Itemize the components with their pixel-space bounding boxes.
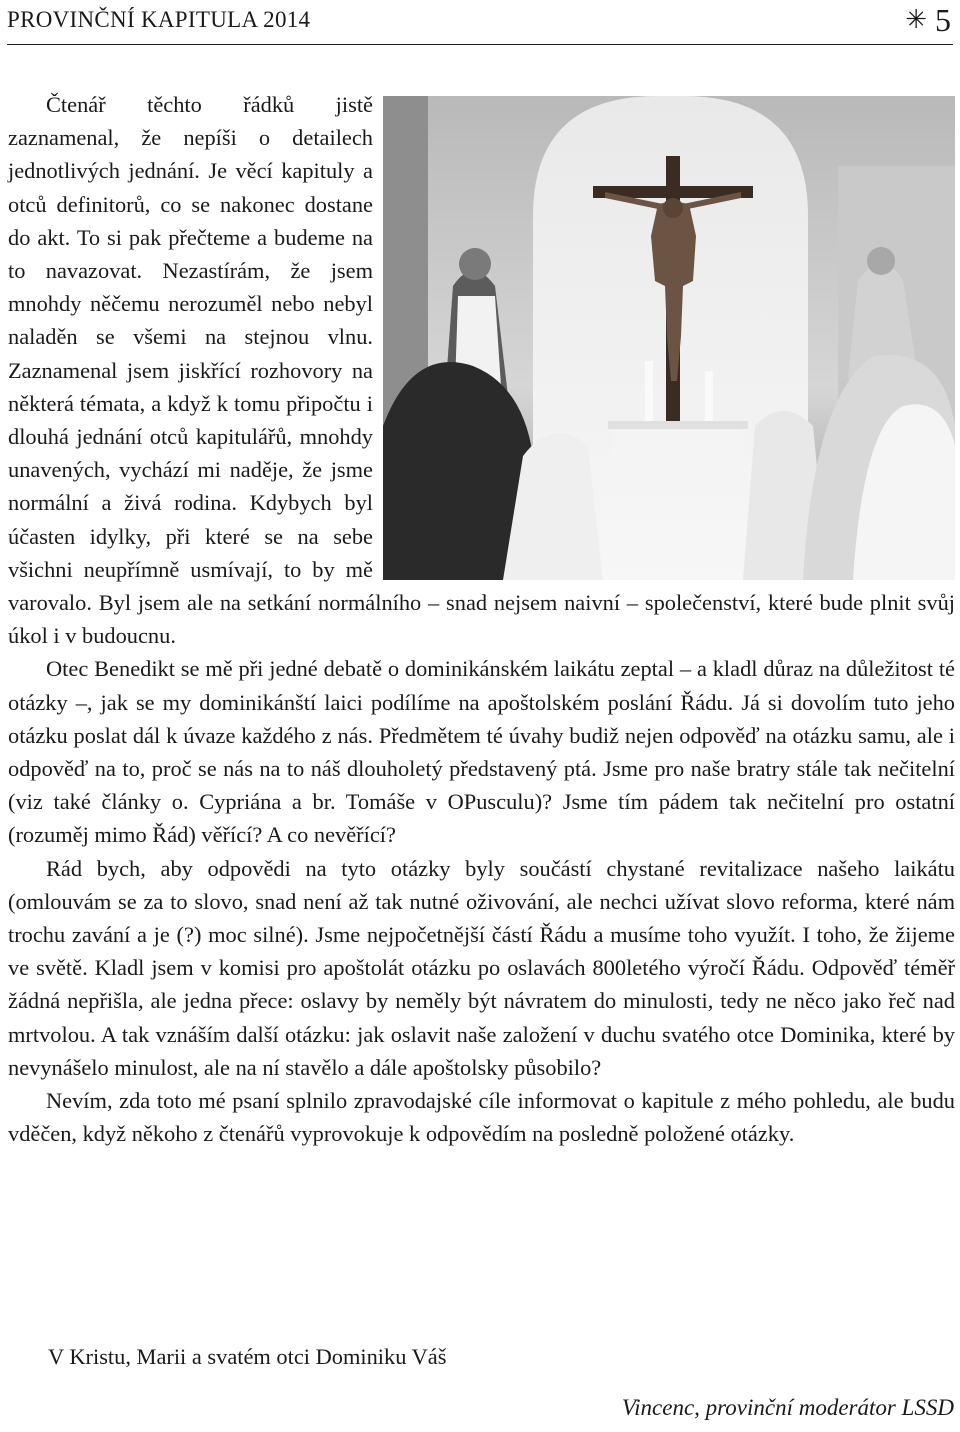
asterisk-ornament: ✳ [905, 5, 927, 34]
page-number-block [905, 0, 951, 40]
article-paragraph-2: Otec Benedikt se mě při jedné debatě o dominikánském laikátu zeptal – a kladl důraz na důležitost té otázky –, jak se my dominikánští laici podílíme na apoštolském poslání Řádu. Já si dovolím tuto jeho otázku poslat dál k úvaze každého z nás. Předmětem té úvahy budiž nejen odpověď na otázku samu, ale i odpověď na to, proč se nás na to náš dlouholetý představený ptá. Jsme pro naše bratry stále tak nečitelní (viz také články o. Cypriána a br. Tomáše v OPusculu)? Jsme tím pádem tak nečitelní pro ostatní (rozuměj mimo Řád) věřící? A co nevěřící? [8, 656, 955, 848]
header-title: PROVINČNÍ KAPITULA 2014 [7, 7, 311, 32]
closing-salutation: V Kristu, Marii a svatém otci Dominiku Váš [48, 1344, 447, 1369]
article-paragraph-1: Čtenář těchto řádků jistě zaznamenal, že nepíši o detailech jednotlivých jednání. Je věcí kapituly a otců definitorů, co se nakonec dostane do akt. To si pak přečteme a budeme na to navazovat. Nezastírám, že jsem mnohdy něčemu nerozuměl nebo nebyl naladěn se všemi na stejnou vlnu. Zaznamenal jsem jiskřící rozhovory na některá témata, a když k tomu připočtu i dlouhá jednání otců kapitulářů, mnohdy unavených, vychází mi naděje, že jsme normální a živá rodina. Kdybych byl účasten idylky, při které se na sebe všichni neupřímně usmívají, to by mě varovalo. Byl jsem ale na setkání normálního – snad nejsem naivní – společenství, které bude plnit svůj úkol i v budoucnu. [8, 92, 955, 649]
article-paragraph-3: Rád bych, aby odpovědi na tyto otázky byly součástí chystané revitalizace našeho laikátu (omlouvám se za to slovo, snad není až tak nutné oživování, ale nechci užívat slovo reforma, které nám trochu zavání a je (?) moc silné). Jsme nejpočetnější částí Řádu a musíme toho využít. I toho, že žijeme ve světě. Kladl jsem v komisi pro apoštolát otázku po oslavách 800letého výročí Řádu. Odpověď téměř žádná nepřišla, ale jedna přece: oslavy by neměly být návratem do minulosti, tedy ne něco jako řeč nad mrtvolou. A tak vznáším další otázku: jak oslavit naše založení v duchu svatého otce Dominika, které by nevynášelo minulost, ale na ní stavělo a dále apoštolsky působilo? [8, 855, 955, 1080]
article-body [8, 88, 955, 1151]
running-header [7, 0, 953, 45]
article-paragraph-4: Nevím, zda toto mé psaní splnilo zpravodajské cíle informovat o kapitule z mého pohledu, ale budu vděčen, když někoho z čtenářů vyprovokuje k odpovědím na posledně položené otázky. [8, 1088, 955, 1147]
page-number: 5 [935, 2, 951, 38]
author-signature: Vincenc, provinční moderátor LSSD [621, 1395, 954, 1420]
chapel-photo [383, 96, 955, 580]
crucifix-altar-photo-illustration [383, 96, 955, 580]
